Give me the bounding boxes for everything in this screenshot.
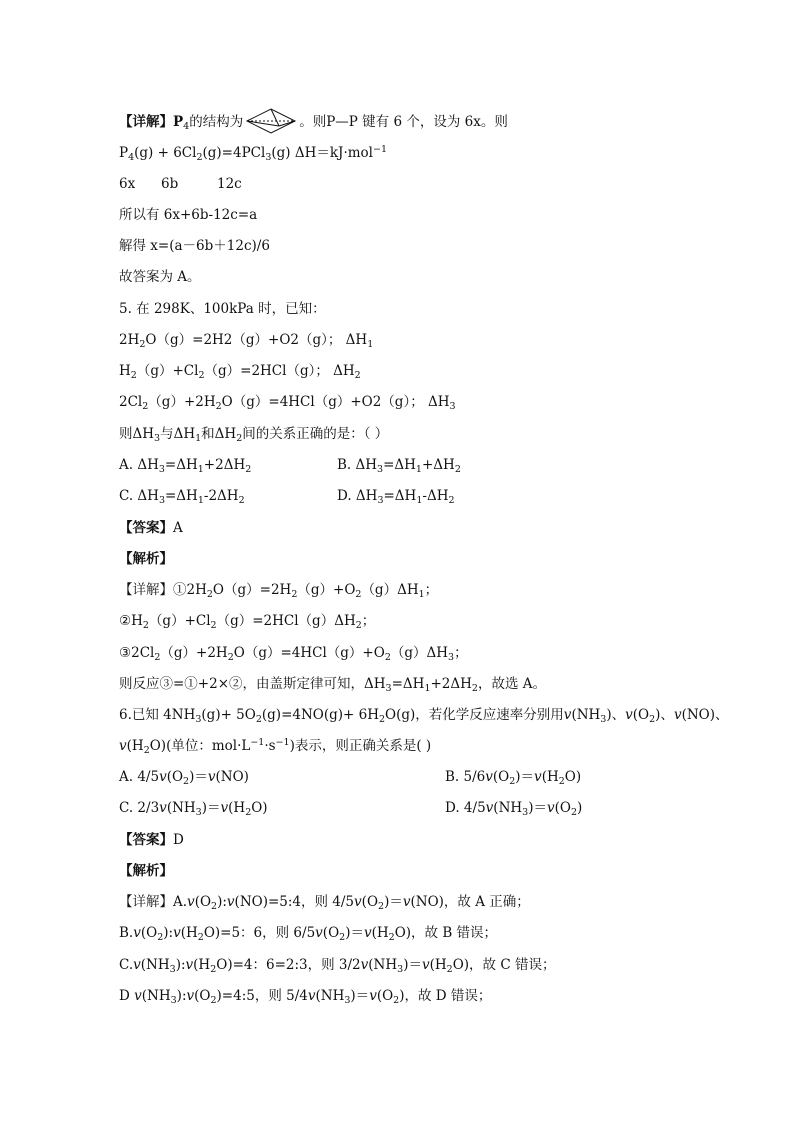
- q5-option-a: A. $\Delta H_3=\Delta H_1+2\Delta H_2$: [119, 457, 252, 475]
- q5-option-d: D. $\Delta H_3=\Delta H_1-\Delta H_2$: [337, 488, 455, 506]
- q5-option-b: B. $\Delta H_3=\Delta H_1+\Delta H_2$: [337, 457, 461, 475]
- q6-stem: 6.已知 $4NH_3(g)+ 5O_2(g)=4NO(g)+ 6H_2O(g)$，若化学反应速率分别用$v(NH_3)$、$v(O_2)$、v(NO)、: [119, 707, 729, 725]
- p4-structure-line: 【详解】$P_4$的结构为 。则P—P 键有 6 个，设为 6x。则: [119, 108, 508, 134]
- p4-relation: 所以有 6x+6b-12c=a: [119, 207, 258, 223]
- q6-option-c: C. $2/3v(NH_3)=v(H_2O)$: [119, 800, 268, 818]
- p4-solve: 解得 x=(a－6b＋12c)/6: [119, 238, 270, 254]
- p4-tetrahedron-diagram: [245, 108, 297, 134]
- p4-answer: 故答案为 A。: [119, 269, 201, 285]
- q5-detail-4: 则反应③=①+2×②，由盖斯定律可知，$\Delta H_3=\Delta H_1+2\Delta H_2$，故选 A。: [119, 676, 547, 694]
- q6-stem-unit: $v(H_2O)$(单位：$mol\cdot L^{-1}\cdot s^{-1}$)表示，则正确关系是( ): [119, 737, 432, 756]
- q6-analysis-heading: 【解析】: [119, 863, 173, 879]
- q6-answer: 【答案】D: [119, 832, 184, 848]
- q6-option-d: D. $4/5v(NH_3)=v(O_2)$: [445, 800, 583, 818]
- q6-option-a: A. $4/5v(O_2)=v(NO)$: [119, 769, 249, 787]
- q5-reaction-1: $2H_2O(g)=2H2(g)+O2(g)$； $\Delta H_1$: [119, 332, 374, 350]
- q5-analysis-heading: 【解析】: [119, 551, 173, 567]
- q5-detail-3: $③2Cl_2(g)+2H_2O(g)=4HCl(g)+O_2(g)\Delta H_3$；: [119, 645, 468, 663]
- q6-detail-b: $B.v(O_2):v(H_2O)=5$：6，则 $6/5v(O_2)=v(H_2O)$，故 B 错误；: [119, 925, 498, 943]
- q5-reaction-3: $2Cl_2(g)+2H_2O(g)=4HCl(g)+O2(g)$； $\Delta H_3$: [119, 394, 456, 412]
- q6-detail-a: 【详解】$A.v(O_2):v(NO)=5:4$，则 $4/5v(O_2)=v(NO)$，故 A 正确；: [119, 894, 530, 912]
- q5-detail-2: $②H_2(g)+Cl_2(g)=2HCl(g)\Delta H_2$；: [119, 613, 376, 631]
- q6-detail-c: $C.v(NH_3):v(H_2O)=4$：6=2:3，则 $3/2v(NH_3)=v(H_2O)$，故 C 错误；: [119, 957, 556, 975]
- q6-detail-d: D $v(NH_3):v(O_2)=4:5$，则 $5/4v(NH_3)=v(O_2)$，故 D 错误；: [119, 988, 492, 1006]
- q6-option-b: B. $5/6v(O_2)=v(H_2O)$: [445, 769, 582, 787]
- q5-answer: 【答案】A: [119, 520, 183, 536]
- p4-equation: $P_4(g) + 6Cl_2(g)=4PCl_3(g)$ ΔH＝kJ·mol$^{-1}$: [119, 144, 387, 163]
- q5-option-c: C. $\Delta H_3=\Delta H_1-2\Delta H_2$: [119, 488, 245, 506]
- q5-question: 则$\Delta H_3$与$\Delta H_1$和$\Delta H_2$间的关系正确的是：（ ）: [119, 426, 389, 444]
- q5-reaction-2: $H_2(g)+Cl_2(g)=2HCl(g)$； $\Delta H_2$: [119, 363, 361, 381]
- q5-detail-1: 【详解】$①2H_2O(g)=2H_2(g)+O_2(g)\Delta H_1$；: [119, 582, 439, 600]
- q5-stem: 5. 在 298K、100kPa 时，已知：: [119, 301, 326, 317]
- p4-coefficients: 6x 6b 12c: [119, 176, 242, 192]
